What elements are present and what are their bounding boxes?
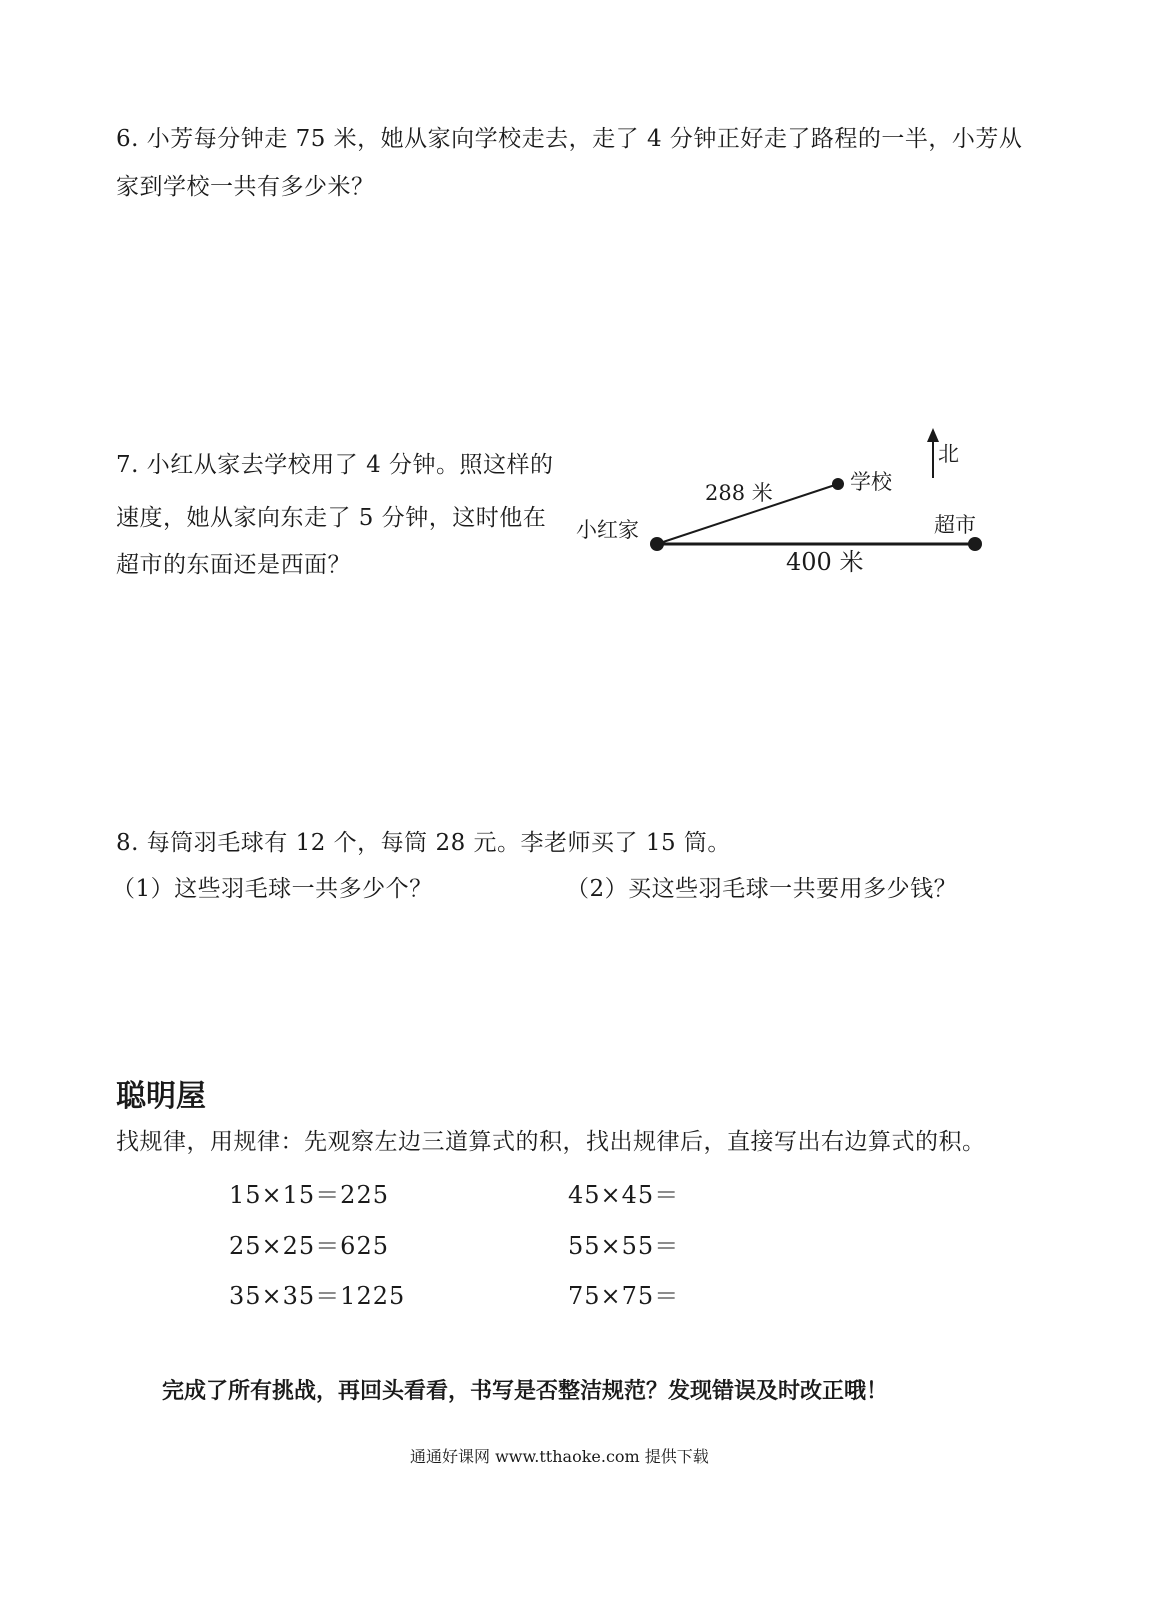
footer-source: 通通好课网 www.tthaoke.com 提供下载 [410,1447,709,1466]
left-equation-1: 15×15＝225 [229,1181,389,1209]
smart-house-instruction: 找规律，用规律：先观察左边三道算式的积，找出规律后，直接写出右边算式的积。 [116,1129,986,1155]
q8-part1: （1）这些羽毛球一共多少个？ [112,876,433,902]
north-label: 北 [938,442,959,466]
home-point [650,537,664,551]
right-equation-1: 45×45＝ [568,1181,680,1209]
q7-line3: 超市的东面还是西面？ [116,552,351,578]
q6-line1: 6. 小芳每分钟走 75 米，她从家向学校走去，走了 4 分钟正好走了路程的一半，小芳从 [116,126,1023,152]
right-equation-3: 75×75＝ [568,1282,680,1310]
home-label: 小红家 [576,518,639,542]
market-label: 超市 [934,513,976,537]
home-school-distance-label: 288 米 [705,481,773,505]
q7-line1: 7. 小红从家去学校用了 4 分钟。照这样的 [116,452,554,478]
north-arrow-head [927,428,939,442]
closing-note: 完成了所有挑战，再回头看看，书写是否整洁规范？发现错误及时改正哦！ [162,1378,889,1404]
q8-line1: 8. 每筒羽毛球有 12 个，每筒 28 元。李老师买了 15 筒。 [116,830,731,856]
home-market-distance-label: 400 米 [786,548,864,576]
school-point [832,478,844,490]
q8-part2: （2）买这些羽毛球一共要用多少钱？ [566,876,958,902]
left-equation-2: 25×25＝625 [229,1232,389,1260]
left-equation-3: 35×35＝1225 [229,1282,406,1310]
q7-line2: 速度，她从家向东走了 5 分钟，这时他在 [116,505,547,531]
q6-line2: 家到学校一共有多少米？ [116,174,375,200]
market-point [968,537,982,551]
right-equation-2: 55×55＝ [568,1232,680,1260]
smart-house-title: 聪明屋 [116,1079,206,1114]
q7-map-diagram [560,420,1020,595]
school-label: 学校 [850,470,892,494]
